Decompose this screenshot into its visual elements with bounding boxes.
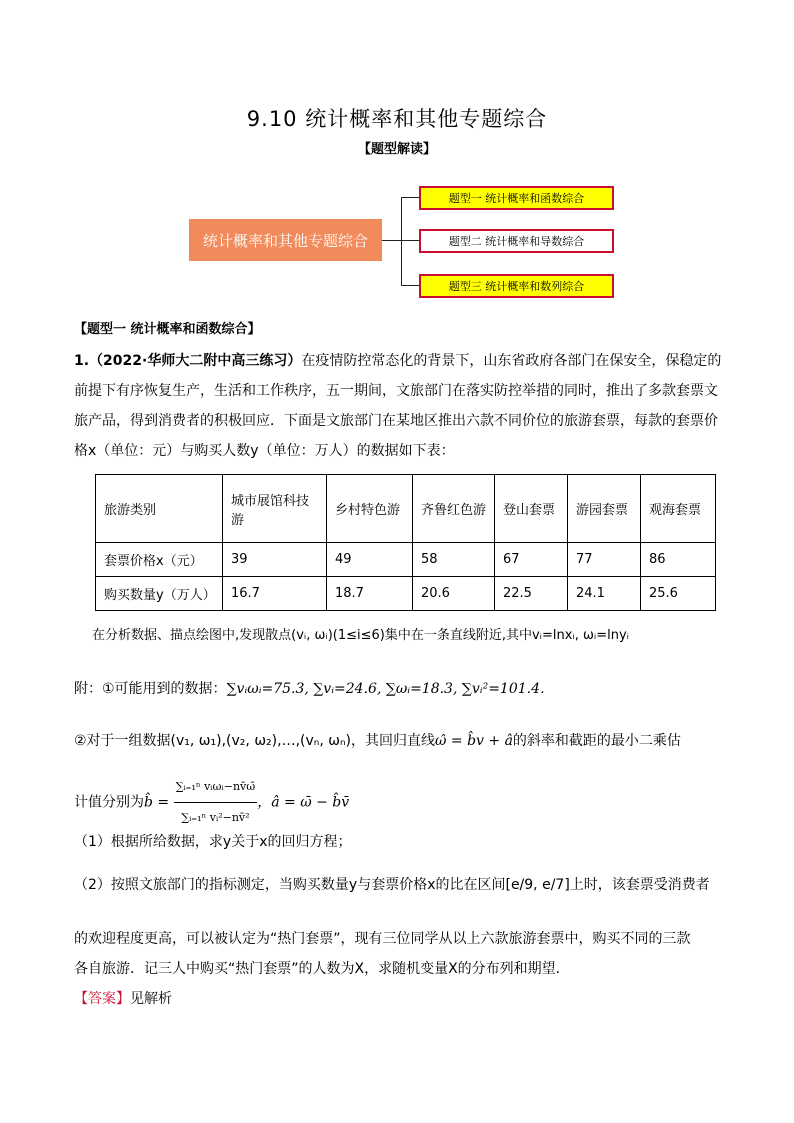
section-heading: 【题型一 统计概率和函数综合】 <box>74 322 261 337</box>
subtitle: 【题型解读】 <box>357 142 436 157</box>
table-header: 齐鲁红色游 <box>413 475 495 543</box>
table-cell: 25.6 <box>641 577 716 611</box>
mindmap-main-node: 统计概率和其他专题综合 <box>189 219 382 261</box>
mindmap-branch-3: 题型三 统计概率和数列综合 <box>419 274 614 298</box>
analysis-text: 在分析数据、描点绘图中,发现散点(vᵢ, ωᵢ)(1≤i≤6)集中在一条直线附近,其中vᵢ=lnxᵢ, ωᵢ=lnyᵢ <box>92 628 629 643</box>
table-cell: 购买数量y（万人） <box>96 577 223 611</box>
answer-label: 【答案】 <box>74 991 130 1007</box>
table-cell: 67 <box>495 543 568 577</box>
fraction-denominator: ∑ᵢ₌₁ⁿ vᵢ²−nv̄² <box>181 811 250 824</box>
mindmap-branch-1: 题型一 统计概率和函数综合 <box>419 186 614 210</box>
regression-line-formula: ω̂ = b̂v + â <box>435 733 513 749</box>
note-2 <box>74 726 724 756</box>
connector-line <box>382 240 402 241</box>
question-1: （1）根据所给数据，求y关于x的回归方程； <box>74 834 352 850</box>
table-header: 城市展馆科技游 <box>223 475 327 543</box>
note-1-formula: ∑vᵢωᵢ=75.3, ∑vᵢ=24.6, ∑ωᵢ=18.3, ∑vᵢ²=101.4． <box>226 681 555 697</box>
connector-line <box>401 197 402 285</box>
data-table <box>95 474 716 611</box>
connector-line <box>401 197 419 198</box>
table-row <box>96 577 716 611</box>
problem-text: 在疫情防控常态化的背景下，山东省政府各部门在保安全，保稳定的前提下有序恢复生产，生活和工作秩序，五一期间，文旅部门在落实防控举措的同时，推出了多款套票文旅产品，得到消费者的积极回应．下面是文旅部门在某地区推出六款不同价位的旅游套票，每款的套票价格x（单位：元）与购买人数y（单位：万人）的数据如下表： <box>74 353 722 459</box>
question-2-line-1: （2）按照文旅部门的指标测定，当购买数量y与套票价格x的比在区间[e/9, e/7]上时，该套票受消费者 <box>74 877 710 893</box>
problem-source: 1.（2022·华师大二附中高三练习） <box>74 353 302 369</box>
table-cell: 22.5 <box>495 577 568 611</box>
answer-text: 见解析 <box>130 991 172 1007</box>
table-cell: 18.7 <box>327 577 413 611</box>
note-1 <box>74 674 724 704</box>
table-header: 旅游类别 <box>96 475 223 543</box>
note-1-label: 附：①可能用到的数据： <box>74 681 227 697</box>
question-2-line-3: 各自旅游．记三人中购买“热门套票”的人数为X，求随机变量X的分布列和期望． <box>74 961 570 977</box>
b-hat-symbol: b̂ = <box>144 794 174 811</box>
table-header: 游园套票 <box>568 475 641 543</box>
note-2-suffix: 的斜率和截距的最小二乘估 <box>512 733 681 749</box>
question-2-line-2: 的欢迎程度更高，可以被认定为“热门套票”，现有三位同学从以上六款旅游套票中，购买不同的三款 <box>74 931 691 947</box>
intercept-formula: ，â = ω̄ − b̂v̄ <box>257 794 350 811</box>
table-header: 乡村特色游 <box>327 475 413 543</box>
note-3-text: 计值分别为 <box>74 794 144 811</box>
table-cell: 16.7 <box>223 577 327 611</box>
table-cell: 49 <box>327 543 413 577</box>
table-cell: 套票价格x（元） <box>96 543 223 577</box>
note-3 <box>74 772 724 833</box>
table-header: 观海套票 <box>641 475 716 543</box>
connector-line <box>401 240 419 241</box>
answer <box>74 984 724 1014</box>
table-cell: 39 <box>223 543 327 577</box>
fraction-numerator: ∑ᵢ₌₁ⁿ vᵢωᵢ−nv̄ω̄ <box>174 772 258 803</box>
connector-line <box>401 285 419 286</box>
problem-intro <box>74 346 724 466</box>
slope-fraction <box>174 772 258 833</box>
mindmap-branch-2: 题型二 统计概率和导数综合 <box>419 229 614 253</box>
table-cell: 86 <box>641 543 716 577</box>
page-title: 9.10 统计概率和其他专题综合 <box>246 107 548 131</box>
table-cell: 20.6 <box>413 577 495 611</box>
table-cell: 58 <box>413 543 495 577</box>
note-2-text: ②对于一组数据(v₁, ω₁),(v₂, ω₂),…,(vₙ, ωₙ)，其回归直线 <box>74 733 436 749</box>
table-row <box>96 543 716 577</box>
table-header: 登山套票 <box>495 475 568 543</box>
table-cell: 77 <box>568 543 641 577</box>
table-cell: 24.1 <box>568 577 641 611</box>
